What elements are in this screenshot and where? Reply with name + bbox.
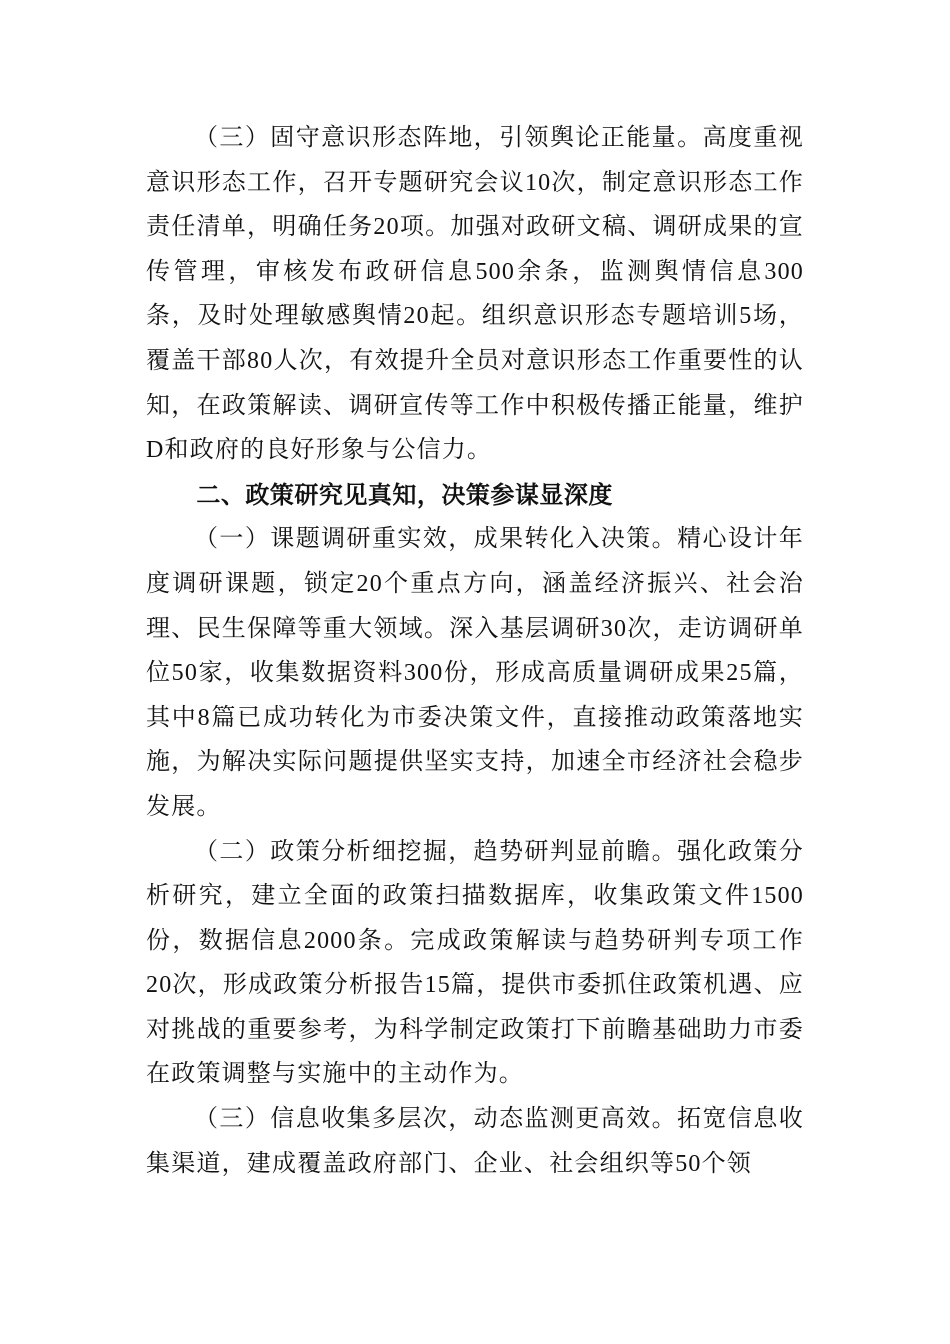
paragraph-topic-research: （一）课题调研重实效，成果转化入决策。精心设计年度调研课题，锁定20个重点方向，涵盖经济振兴、社会治理、民生保障等重大领域。深入基层调研30次，走访调研单位50家，收集数据资料300份，形成高质量调研成果25篇，其中8篇已成功转化为市委决策文件，直接推动政策落地实施，为解决实际问题提供坚实支持，加速全市经济社会稳步发展。 [146,526,804,820]
paragraph-policy-analysis: （二）政策分析细挖掘，趋势研判显前瞻。强化政策分析研究，建立全面的政策扫描数据库，收集政策文件1500份，数据信息2000条。完成政策解读与趋势研判专项工作20次，形成政策分析报告15篇，提供市委抓住政策机遇、应对挑战的重要参考，为科学制定政策打下前瞻基础助力市委在政策调整与实施中的主动作为。 [146,838,804,1088]
section-heading-policy-research: 二、政策研究见真知，决策参谋显深度 [196,480,613,509]
document-page [146,116,804,1186]
paragraph-information-collection: （三）信息收集多层次，动态监测更高效。拓宽信息收集渠道，建成覆盖政府部门、企业、社会组织等50个领 [146,1106,804,1177]
paragraph-ideology-position: （三）固守意识形态阵地，引领舆论正能量。高度重视意识形态工作，召开专题研究会议10次，制定意识形态工作责任清单，明确任务20项。加强对政研文稿、调研成果的宣传管理，审核发布政研信息500余条，监测舆情信息300条，及时处理敏感舆情20起。组织意识形态专题培训5场，覆盖干部80人次，有效提升全员对意识形态工作重要性的认知，在政策解读、调研宣传等工作中积极传播正能量，维护D和政府的良好形象与公信力。 [146,125,804,464]
